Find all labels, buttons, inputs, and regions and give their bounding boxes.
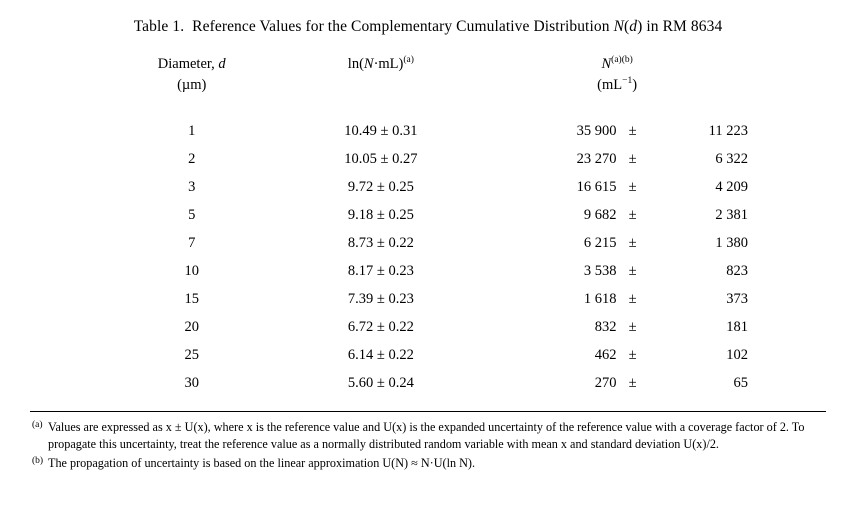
table-row xyxy=(108,145,748,173)
cell-ln-value: 6.14 ± 0.22 xyxy=(347,346,414,363)
cell-ln-value: 7.39 ± 0.23 xyxy=(347,290,414,307)
cell-ln-value: 10.49 ± 0.31 xyxy=(344,122,418,139)
cell-n-uncertainty: 102 xyxy=(726,346,748,363)
cell-n-value: 832 xyxy=(594,318,617,335)
header-diameter-unit: (µm) xyxy=(177,77,207,94)
cell-diameter: 3 xyxy=(188,178,196,195)
cell-n-value: 1 618 xyxy=(583,290,617,307)
cell-n-uncertainty: 11 223 xyxy=(708,122,748,139)
cell-diameter: 1 xyxy=(188,122,196,139)
table-row xyxy=(108,313,748,341)
cell-plus-minus: ± xyxy=(628,206,637,223)
cell-diameter: 30 xyxy=(184,374,199,391)
cell-ln-value: 5.60 ± 0.24 xyxy=(347,374,414,391)
cell-n-uncertainty: 65 xyxy=(733,374,748,391)
cell-diameter: 7 xyxy=(188,234,196,251)
cell-ln-value: 9.18 ± 0.25 xyxy=(347,206,414,223)
cell-n-uncertainty: 373 xyxy=(726,290,748,307)
header-diameter-italic: d xyxy=(218,56,226,72)
table-header xyxy=(108,54,748,96)
cell-diameter: 20 xyxy=(184,318,199,335)
footnote-a-text: Values are expressed as x ± U(x), where x is the reference value and U(x) is the expanded uncertainty of the reference value with a coverage factor of 2. To propagate this uncertainty, treat the reference value as a normally distributed random variable with mean x and standard deviation U(x)/2. xyxy=(48,420,805,452)
cell-diameter: 2 xyxy=(188,150,196,167)
cell-plus-minus: ± xyxy=(628,234,637,251)
header-n-unit-post: ) xyxy=(632,77,638,94)
header-diameter xyxy=(108,54,275,96)
cell-n-value: 6 215 xyxy=(583,234,617,251)
header-n-unit-exp: −1 xyxy=(622,76,633,87)
header-ln-line1 xyxy=(348,56,414,72)
table-row xyxy=(108,229,748,257)
footnote-a-marker: (a) xyxy=(32,420,43,431)
cell-n-value: 23 270 xyxy=(576,150,617,167)
table-row xyxy=(108,369,748,397)
cell-n-value: 35 900 xyxy=(576,122,617,139)
cell-plus-minus: ± xyxy=(628,150,637,167)
cell-n-uncertainty: 4 209 xyxy=(715,178,748,195)
cell-plus-minus: ± xyxy=(628,318,637,335)
table-body xyxy=(108,96,748,397)
header-ln-footnote-marker: (a) xyxy=(403,55,414,66)
cell-n-value: 3 538 xyxy=(583,262,617,279)
table-row xyxy=(108,117,748,145)
cell-n-uncertainty: 823 xyxy=(726,262,748,279)
caption-italic-n: N xyxy=(613,18,625,35)
header-ln-italic: N xyxy=(363,56,374,72)
footnotes xyxy=(18,419,838,472)
cell-plus-minus: ± xyxy=(628,290,637,307)
table-row xyxy=(108,341,748,369)
table-row xyxy=(108,201,748,229)
caption-prefix: Table 1. xyxy=(133,18,185,35)
footnote-a xyxy=(32,419,824,454)
cell-n-uncertainty: 6 322 xyxy=(715,150,748,167)
cell-ln-value: 9.72 ± 0.25 xyxy=(347,178,414,195)
header-diameter-line1 xyxy=(158,56,226,72)
cell-ln-value: 10.05 ± 0.27 xyxy=(344,150,418,167)
cell-ln-value: 8.17 ± 0.23 xyxy=(347,262,414,279)
cell-plus-minus: ± xyxy=(628,346,637,363)
cell-plus-minus: ± xyxy=(628,178,637,195)
header-spacer xyxy=(108,96,748,117)
cell-plus-minus: ± xyxy=(628,262,637,279)
table-row xyxy=(108,257,748,285)
footnote-b xyxy=(32,455,824,472)
cell-ln-value: 6.72 ± 0.22 xyxy=(347,318,414,335)
footnote-b-marker: (b) xyxy=(32,455,44,466)
caption-text-3: ) in RM 8634 xyxy=(637,18,723,35)
header-n-italic: N xyxy=(601,56,612,72)
cell-ln-value: 8.73 ± 0.22 xyxy=(347,234,414,251)
header-diameter-text: Diameter, xyxy=(157,56,219,72)
header-n-line1 xyxy=(601,56,632,72)
cell-plus-minus: ± xyxy=(628,374,637,391)
header-n-unit-pre: (mL xyxy=(597,77,623,94)
table-row xyxy=(108,285,748,313)
cell-diameter: 25 xyxy=(184,346,199,363)
cell-n-uncertainty: 2 381 xyxy=(715,206,748,223)
cell-n-value: 462 xyxy=(594,346,617,363)
header-n xyxy=(486,54,748,96)
header-ln-n xyxy=(275,54,486,96)
header-ln-pre: ln( xyxy=(347,56,364,72)
cell-diameter: 5 xyxy=(188,206,196,223)
cell-n-uncertainty: 181 xyxy=(726,318,748,335)
caption-text-1: Reference Values for the Complementary Cumulative Distribution xyxy=(192,18,614,35)
header-ln-post: ·mL) xyxy=(373,56,404,72)
footnote-divider xyxy=(30,411,826,412)
reference-values-table xyxy=(108,54,748,397)
caption-text-2: ( xyxy=(624,18,630,35)
cell-n-value: 9 682 xyxy=(583,206,617,223)
cell-n-value: 270 xyxy=(594,374,617,391)
header-n-footnote-marker: (a)(b) xyxy=(611,55,633,66)
footnote-b-text: The propagation of uncertainty is based on the linear approximation U(N) ≈ N·U(ln N). xyxy=(48,455,476,470)
header-n-unit xyxy=(486,75,748,96)
cell-plus-minus: ± xyxy=(628,122,637,139)
cell-n-value: 16 615 xyxy=(576,178,617,195)
cell-diameter: 10 xyxy=(184,262,199,279)
table-caption xyxy=(18,18,838,36)
caption-italic-d: d xyxy=(629,18,638,35)
cell-n-uncertainty: 1 380 xyxy=(715,234,748,251)
table-row xyxy=(108,173,748,201)
cell-diameter: 15 xyxy=(184,290,199,307)
